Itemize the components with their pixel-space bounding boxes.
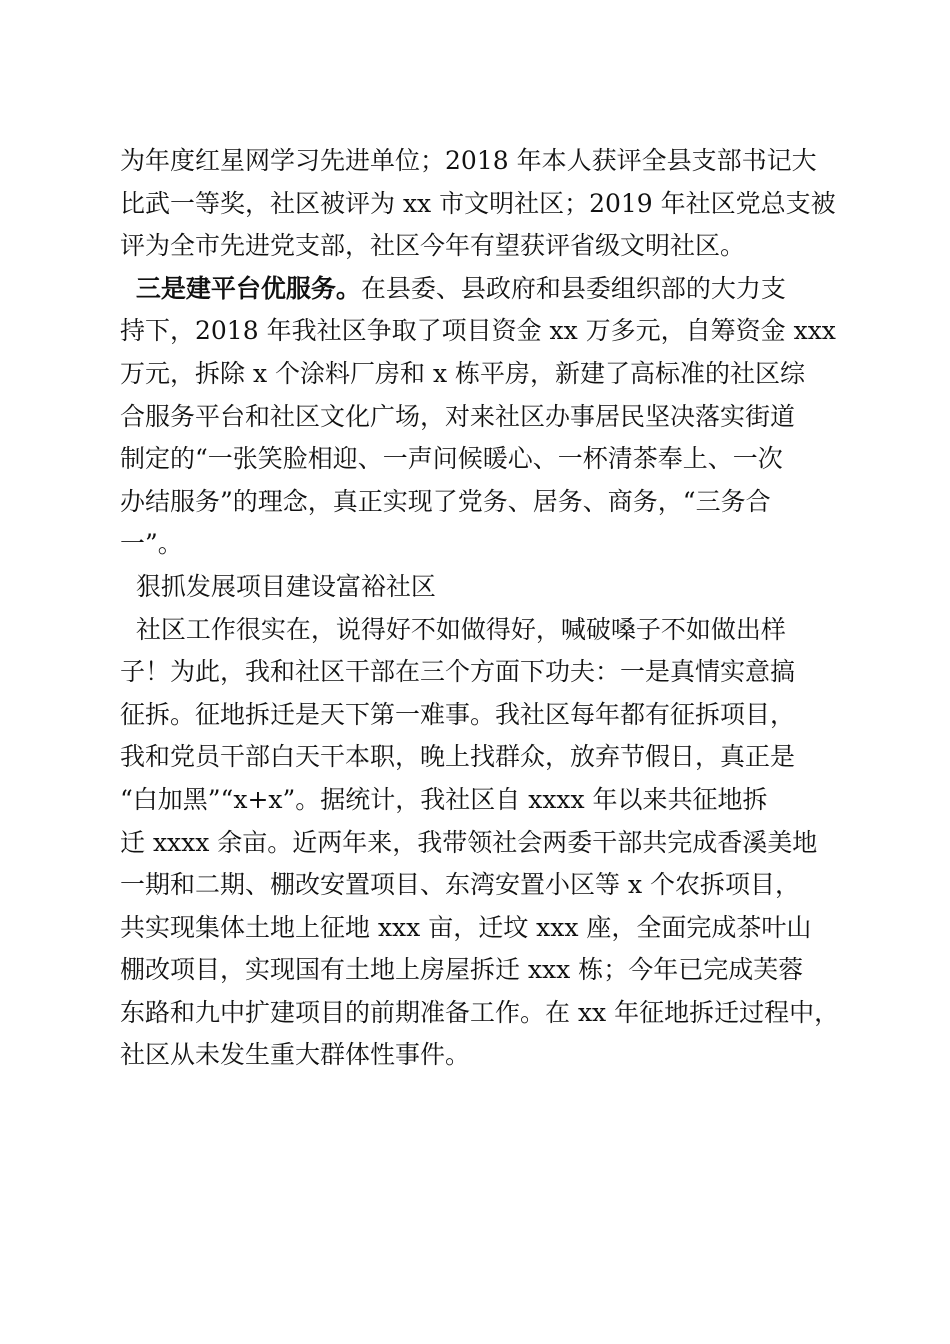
text-line: 一期和二期、棚改安置项目、东湾安置小区等 x 个农拆项目， <box>120 870 800 900</box>
text-line: 合服务平台和社区文化广场，对来社区办事居民坚决落实街道 <box>120 401 796 431</box>
section-heading <box>120 566 830 609</box>
text-line: 比武一等奖，社区被评为 xx 市文明社区；2019 年社区党总支被 <box>120 188 836 218</box>
heading-text: 狠抓发展项目建设富裕社区 <box>135 571 436 601</box>
paragraph-platform-service <box>120 268 836 566</box>
heading-line <box>120 566 830 609</box>
paragraph-lead-bold: 三是建平台优服务。 <box>135 273 361 303</box>
text-line: 社区从未发生重大群体性事件。 <box>120 1040 471 1070</box>
text-line: 万元，拆除 x 个涂料厂房和 x 栋平房，新建了高标准的社区综 <box>120 358 805 388</box>
text-line: 一”。 <box>120 529 183 559</box>
text-line: 评为全市先进党支部，社区今年有望获评省级文明社区。 <box>120 231 746 261</box>
text-line: 子！为此，我和社区干部在三个方面下功夫：一是真情实意搞 <box>120 657 796 687</box>
paragraph-lead-rest: 在县委、县政府和县委组织部的大力支 <box>360 273 786 303</box>
text-line: 制定的“一张笑脸相迎、一声问候暖心、一杯清茶奉上、一次 <box>120 444 783 474</box>
text-line: 办结服务”的理念，真正实现了党务、居务、商务，“三务合 <box>120 486 771 516</box>
text-line: 为年度红星网学习先进单位；2018 年本人获评全县支部书记大 <box>120 146 817 175</box>
paragraph-awards <box>120 140 836 268</box>
text-line: 共实现集体土地上征地 xxx 亩，迁坟 xxx 座，全面完成茶叶山 <box>120 912 812 942</box>
text-line: 东路和九中扩建项目的前期准备工作。在 xx 年征地拆迁过程中， <box>120 997 840 1027</box>
text-line <box>120 609 830 652</box>
text-line: 棚改项目，实现国有土地上房屋拆迁 xxx 栋；今年已完成芙蓉 <box>120 955 804 985</box>
document-body <box>120 140 840 1077</box>
text-line: 迁 xxxx 余亩。近两年来，我带领社会两委干部共完成香溪美地 <box>120 827 818 857</box>
text-line: 持下，2018 年我社区争取了项目资金 xx 万多元，自筹资金 xxx <box>120 316 836 346</box>
paragraph-land-acquisition <box>120 609 840 1078</box>
paragraph-first-line: 社区工作很实在，说得好不如做得好，喊破嗓子不如做出样 <box>135 614 786 644</box>
text-line: 我和党员干部白天干本职，晚上找群众，放弃节假日，真正是 <box>120 742 796 772</box>
text-line: 征拆。征地拆迁是天下第一难事。我社区每年都有征拆项目， <box>120 699 796 729</box>
text-line: “白加黑”“x+x”。据统计，我社区自 xxxx 年以来共征地拆 <box>120 784 768 814</box>
text-line <box>120 268 830 311</box>
